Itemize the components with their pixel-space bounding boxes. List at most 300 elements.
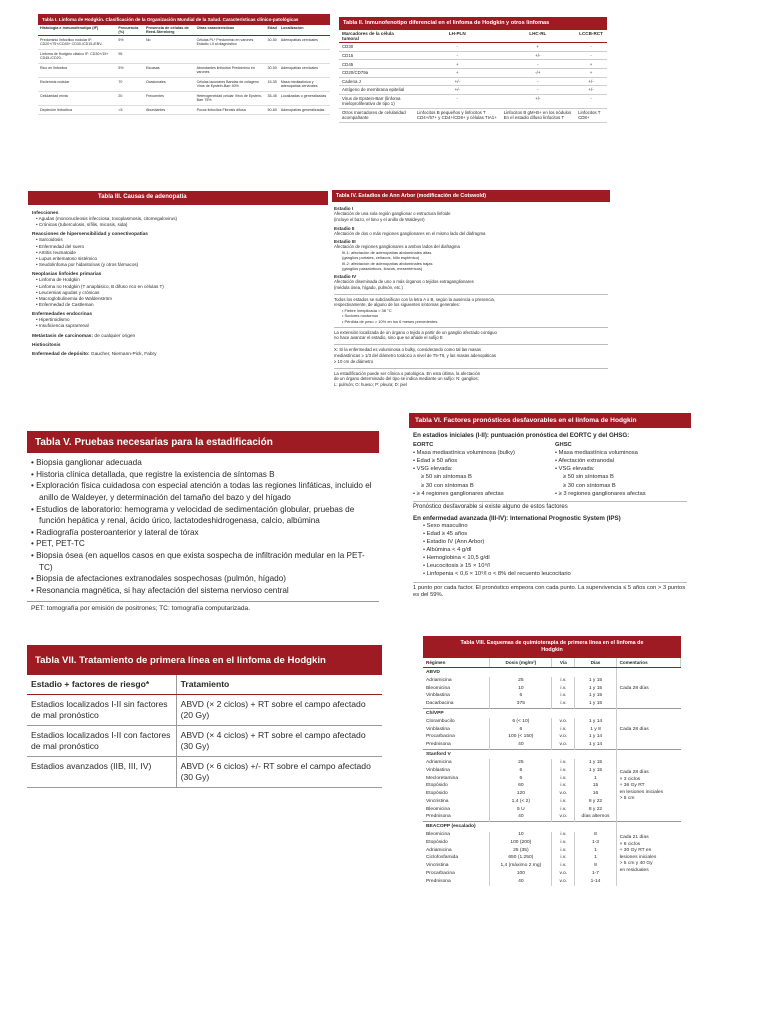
table-cell: 1: [575, 847, 616, 855]
list-item: • Estudios de laboratorio: hemograma y velocidad de sedimentación globular, pruebas de función hepática y renal, ácido úrico, lactatodeshidrogenasa, calcio, albúmina: [31, 504, 355, 526]
table-cell: Células PL* Predominio en varones Estadio I-II al diagnóstico: [195, 36, 266, 50]
stage-subtext: III-1: afectación de adenopatías abdominales altas: [342, 250, 432, 256]
comment-line: × 3 ciclos: [619, 776, 641, 782]
table-cell: Virus de Epstein-Barr (linfoma mieloproliferativo de tipo 1): [339, 94, 414, 108]
table-cell: 16: [575, 790, 616, 798]
table-cell: +/-: [501, 94, 576, 108]
eortc-label: EORTC: [413, 442, 434, 448]
list-item: • Enfermedad de Castleman: [36, 302, 94, 308]
table-cell: [266, 49, 279, 63]
list-item: • Resonancia magnética, si hay afectación del sistema nervioso central: [31, 586, 289, 596]
note-text: La estadificación puede ser clínica o patológica. En esta última, la afectación: [334, 370, 481, 376]
table-cell: Cadena J: [339, 77, 414, 86]
table-cell: +: [575, 60, 607, 69]
table-8-header: Régimen: [423, 658, 490, 668]
table-cell: Otros marcadores de celularidad acompañante: [339, 108, 414, 122]
table-cell: Esclerosis nodular: [38, 77, 116, 91]
table-row: [339, 77, 607, 86]
stage-text: (incluye el bazo, el timo y el anillo de Waldeyer): [334, 216, 425, 222]
table-cell: 20: [116, 91, 144, 105]
table-cell: +: [414, 60, 501, 69]
table-2-header: LCCB-RCT: [575, 30, 607, 43]
table-cell: 40: [490, 742, 552, 750]
table-cell: Linfocitos B pequeños y linfocitos T CD4+/57+ y CD4+/CD8+ y células TIA1+: [414, 108, 501, 122]
regimen-comment: [616, 709, 680, 750]
table-cell: 650 (1.250): [490, 855, 552, 863]
table-cell: Linfocitos T CD8+: [575, 108, 607, 122]
table-cell: Etopósido: [423, 839, 490, 847]
table-2-title: Tabla II. Inmunofenotipo diferencial en el linfoma de Hodgkin y otros linfomas: [339, 17, 607, 30]
table-cell: +: [575, 68, 607, 77]
table-8-panel: [423, 636, 681, 936]
table-cell: Depleción linfocítica: [38, 105, 116, 114]
table-cell: 8: [575, 863, 616, 871]
list-item: • VSG elevada:: [555, 466, 595, 473]
list-item: • Linfoma no Hodgkin (T anaplásico, B difuso rico en células T): [36, 283, 164, 289]
table-cell: 1 y 15: [575, 767, 616, 775]
ghsg-column: [555, 439, 687, 498]
table-cell: 5 U: [490, 806, 552, 814]
table-cell: i.v.: [552, 693, 575, 701]
section-title: Neoplasias linfoides primarias: [32, 272, 102, 278]
table-3-body: [28, 205, 328, 359]
table-cell: ABVD (× 2 ciclos) + RT sobre el campo afectado (20 Gy): [176, 695, 382, 726]
list-item: ≥ 30 con síntomas B: [563, 482, 616, 489]
list-item: • Afectación extranodal: [555, 458, 615, 465]
table-cell: Heterogeneidad celular Virus de Epstein-Barr 75%: [195, 91, 266, 105]
table-cell: Vincristina: [423, 863, 490, 871]
table-cell: 1-14: [575, 878, 616, 886]
comment-line: + 36 Gy RT: [619, 783, 645, 789]
table-row: [339, 51, 607, 60]
list-item: ≥ 50 sin síntomas B: [563, 474, 614, 481]
table-cell: i.v.: [552, 726, 575, 734]
note-subtext: • Pérdida de peso > 10% en los 6 meses precedentes: [342, 318, 438, 324]
table-row: [38, 77, 330, 91]
table-cell: Prednisona: [423, 814, 490, 822]
table-3-panel: [28, 191, 328, 403]
table-cell: Ciclofosfamida: [423, 855, 490, 863]
table-cell: +: [414, 68, 501, 77]
table-cell: 1 y 15: [575, 759, 616, 767]
table-row: [339, 68, 607, 77]
table-cell: CD30: [339, 43, 414, 52]
table-8-header: Días: [575, 658, 616, 668]
table-cell: Vinblastina: [423, 693, 490, 701]
table-cell: 6 (< 10): [490, 718, 552, 726]
stage-note: [334, 327, 608, 342]
section-title: Enfermedad de depósito:: [32, 351, 90, 357]
table-2-panel: [339, 17, 607, 187]
table-cell: -: [414, 94, 501, 108]
table-cell: Adriamicina: [423, 847, 490, 855]
table-8-header: Vía: [552, 658, 575, 668]
note-text: La extensión localizada de un órgano o tejido a partir de un ganglio afectado contiguo: [334, 329, 497, 335]
table-cell: 70: [116, 77, 144, 91]
table-cell: +/-: [414, 77, 501, 86]
table-1-header: Frecuencia (%): [116, 25, 144, 36]
table-cell: 5%: [116, 36, 144, 50]
regimen-name: ABVD: [423, 668, 616, 678]
list-item: • ≥ 3 regiones ganglionares afectas: [555, 490, 646, 497]
table-cell: 100 (< 150): [490, 734, 552, 742]
table-cell: -: [575, 94, 607, 108]
table-cell: Ocasionales: [144, 77, 195, 91]
table-cell: Localizadas o generalizadas: [279, 91, 330, 105]
section-title: Enfermedades endocrinas: [32, 312, 92, 318]
table-cell: Clorambucilo: [423, 718, 490, 726]
list-item: • VSG elevada:: [413, 466, 453, 473]
table-cell: v.o.: [552, 814, 575, 822]
table-cell: Bleomicina: [423, 806, 490, 814]
list-item: • Edad ≥ 45 años: [423, 530, 468, 537]
table-cell: -: [414, 51, 501, 60]
table-5-list: [27, 453, 379, 597]
table-4-panel: [332, 190, 610, 422]
table-8-title: Tabla VIII. Esquemas de quimioterapia de primera línea en el linfoma de Hodgkin: [423, 636, 681, 658]
table-cell: +/-: [575, 77, 607, 86]
list-item: • Biopsia de afectaciones extranodales sospechosas (pulmón, hígado): [31, 574, 287, 584]
table-cell: i.v.: [552, 767, 575, 775]
table-cell: 30-50: [266, 36, 279, 50]
section-heading: [32, 343, 324, 348]
table-4-body: [332, 202, 610, 389]
table-cell: 8: [575, 832, 616, 840]
table-1-panel: [38, 14, 330, 184]
table-cell: Adriamicina: [423, 759, 490, 767]
comment-line: × 8 ciclos: [619, 841, 641, 847]
table-cell: 1 y 15: [575, 693, 616, 701]
table-row: [339, 60, 607, 69]
note-subtext: • Sudores nocturnos: [342, 313, 379, 319]
table-cell: 25: [490, 677, 552, 685]
stage-heading: Estadio IV: [334, 273, 357, 279]
table-cell: Estadios avanzados (IIB, III, IV): [27, 757, 176, 788]
regimen-comment: [616, 668, 680, 709]
stage-note: [334, 344, 608, 364]
list-item: • Linfoma de Hodgkin: [36, 277, 80, 283]
note-text: Todos los estados se subclasifican con la letra A o B, según la ausencia o presencia,: [334, 296, 495, 302]
table-row: [38, 105, 330, 114]
section-title: Histiocitosis: [32, 342, 61, 348]
table-cell: 10: [490, 685, 552, 693]
table-cell: i.v.: [552, 839, 575, 847]
list-item: • Exploración física cuidadosa con especial atención a todas las regiones linfáticas, incluido el anillo de Waldeyer, y determinación del tamaño del bazo y del hígado: [31, 481, 372, 502]
regimen-name: ChlVPP: [423, 709, 616, 719]
table-3-title: Tabla III. Causas de adenopatía: [28, 191, 328, 205]
table-cell: i.v.: [552, 700, 575, 708]
table-cell: Estadios localizados I-II con factores de mal pronóstico: [27, 726, 176, 757]
table-cell: [144, 49, 195, 63]
list-item: • Linfopenia < 0,6 × 10⁹/l o < 8% del recuento leucocitario: [423, 571, 571, 578]
list-item: • Sarcoidosis: [36, 237, 63, 243]
table-cell: i.v.: [552, 783, 575, 791]
table-cell: -: [414, 43, 501, 52]
table-cell: CD15: [339, 51, 414, 60]
regimen-row: [423, 822, 681, 832]
table-cell: i.v.: [552, 832, 575, 840]
stage-heading: Estadio III: [334, 239, 356, 245]
table-cell: 15: [575, 783, 616, 791]
table-row: [339, 94, 607, 108]
comment-line: en lesiones iniciales: [619, 789, 664, 795]
table-cell: 25 (35): [490, 847, 552, 855]
list-item: • ≥ 4 regiones ganglionares afectas: [413, 490, 504, 497]
list-item: • Leucemias agudas y crónicas: [36, 289, 100, 295]
comment-line: en residuales: [619, 868, 649, 873]
list-item: • PET, PET-TC: [31, 539, 85, 549]
table-cell: 1: [575, 775, 616, 783]
table-cell: Escasas: [144, 63, 195, 77]
list-item: • Historia clínica detallada, que registre la existencia de síntomas B: [31, 469, 275, 479]
table-cell: 6: [490, 693, 552, 701]
table-cell: 8 y 22: [575, 806, 616, 814]
table-7-header: Tratamiento: [176, 675, 382, 695]
table-row: [38, 36, 330, 50]
list-item: • Biopsia ósea (en aquellos casos en que exista sospecha de infiltración medular en la PET-TC): [31, 551, 365, 572]
table-cell: ABVD (× 6 ciclos) +/- RT sobre el campo afectado (30 Gy): [176, 757, 382, 788]
stage-subtext: (ganglios portales, celíacos, hilio esplénico): [342, 255, 420, 261]
table-cell: CD20/CD79a: [339, 68, 414, 77]
table-1-header: Presencia de células de Reed-Sternberg: [144, 25, 195, 36]
list-item: • Agudas (mononucleosis infecciosa, toxoplasmosis, citomegalovirus): [36, 216, 178, 221]
table-cell: Frecuentes: [144, 91, 195, 105]
list-item: • Hipertiroidismo: [36, 317, 70, 323]
table-cell: Etopósido: [423, 783, 490, 791]
table-cell: 1 y 14: [575, 742, 616, 750]
table-cell: Linfoma de Hodgkin clásico IF: CD30+/15+ CD45-/CD20-: [38, 49, 116, 63]
table-cell: 5%: [116, 63, 144, 77]
table-5-title: Tabla V. Pruebas necesarias para la estadificación: [27, 431, 379, 453]
table-cell: -: [575, 51, 607, 60]
ips-list: [413, 522, 687, 579]
table-cell: Procarbacina: [423, 734, 490, 742]
table-cell: 35-45: [266, 91, 279, 105]
table-cell: +/-: [575, 86, 607, 95]
table-cell: 1 y 8: [575, 726, 616, 734]
table-row: [339, 86, 607, 95]
stage-subtext: III-2: afectación de adenopatías abdominales bajas: [342, 260, 433, 266]
table-cell: Bleomicina: [423, 685, 490, 693]
table-cell: 6: [490, 775, 552, 783]
list-item: • Leucocitosis ≥ 15 × 10⁹/l: [423, 563, 490, 570]
table-cell: +: [501, 43, 576, 52]
regimen-row: [423, 750, 681, 760]
list-item: • Artritis reumatoide: [36, 249, 76, 255]
table-cell: Masa mediastínica y adenopatías cervicales: [279, 77, 330, 91]
table-6-advanced-note: 1 punto por cada factor. El pronóstico empeora con cada punto. La supervivencia ≤ 5 años con > 3 puntos es del 59%.: [413, 582, 687, 601]
section-title: Metástasis de carcinomas:: [32, 333, 94, 339]
stage-text: Afectación de dos o más regiones ganglionares en el mismo lado del diafragma: [334, 230, 486, 236]
table-cell: ABVD (× 4 ciclos) + RT sobre el campo afectado (30 Gy): [176, 726, 382, 757]
table-cell: Vincristina: [423, 798, 490, 806]
table-cell: Mecloretamina: [423, 775, 490, 783]
stage-note: [334, 294, 608, 324]
table-1-header: Localización: [279, 25, 330, 36]
table-cell: 15-35: [266, 77, 279, 91]
table-6-panel: [409, 413, 691, 637]
table-cell: [279, 49, 330, 63]
section-title: Infecciones: [32, 211, 59, 216]
stage-text: Afectación diseminada de uno o más órganos o tejidos extraganglionares: [334, 278, 474, 284]
stage-text: (médula ósea, hígado, pulmón, etc.): [334, 284, 403, 290]
section-heading: [32, 352, 324, 357]
note-text: no hace avanzar el estadio, sino que se añade el sufijo E: [334, 335, 443, 341]
table-8-header: Dosis (mg/m²): [490, 658, 552, 668]
table-cell: 120: [490, 790, 552, 798]
table-1-header: Otras características: [195, 25, 266, 36]
list-item: • Biopsia ganglionar adecuada: [31, 458, 142, 467]
table-cell: i.v.: [552, 806, 575, 814]
list-item: • Estadio IV (Ann Arbor): [423, 538, 485, 545]
regimen-row: [423, 668, 681, 678]
note-text: ≥ 10 cm de diámetro: [334, 358, 374, 364]
list-item: • Masa mediastínica voluminosa: [555, 450, 638, 457]
table-cell: Bleomicina: [423, 832, 490, 840]
comment-line: Cada 28 días: [619, 685, 649, 691]
comment-line: > 5 cm y 40 Gy: [619, 861, 653, 867]
table-cell: -: [501, 60, 576, 69]
table-cell: i.v.: [552, 677, 575, 685]
table-cell: i.v.: [552, 798, 575, 806]
table-cell: 1,4 (< 2): [490, 798, 552, 806]
table-cell: 1,4 (máximo 2 mg): [490, 863, 552, 871]
table-cell: -/+: [501, 68, 576, 77]
table-7-title: Tabla VII. Tratamiento de primera línea en el linfoma de Hodgkin: [27, 645, 382, 675]
table-cell: 375: [490, 700, 552, 708]
list-item: ≥ 30 con síntomas B: [421, 482, 474, 489]
table-6-advanced-heading: En enfermedad avanzada (III-IV): International Prognostic System (IPS): [413, 514, 621, 522]
table-cell: i.v.: [552, 855, 575, 863]
section-tail: de cualquier origen: [93, 333, 136, 339]
regimen-comment: [616, 750, 680, 822]
table-cell: v.o.: [552, 870, 575, 878]
table-cell: 6: [490, 726, 552, 734]
table-1: [38, 25, 330, 115]
stage-note: [334, 368, 608, 388]
table-cell: 1: [575, 855, 616, 863]
table-cell: Celularidad mixta: [38, 91, 116, 105]
table-cell: Células lacunares Bandas de colágeno Virus de Epstein-Barr 40%: [195, 77, 266, 91]
table-cell: 10: [490, 832, 552, 840]
regimen-comment: [616, 822, 680, 886]
table-cell: i.v.: [552, 775, 575, 783]
table-cell: i.v.: [552, 863, 575, 871]
table-cell: -: [575, 43, 607, 52]
table-row: [27, 726, 382, 757]
table-cell: 1-7: [575, 870, 616, 878]
table-cell: Adenopatías cervicales: [279, 63, 330, 77]
table-7: [27, 675, 382, 788]
list-item: • Insuficiencia suprarrenal: [36, 323, 89, 329]
table-cell: Vinblastina: [423, 726, 490, 734]
table-cell: Adenopatías generalizadas: [279, 105, 330, 114]
table-cell: Linfocitos B gM+B+ en los nódulos En el estadio difuso linfocitos T: [501, 108, 576, 122]
note-text: respectivamente, de alguno de los siguientes síntomas generales:: [334, 302, 460, 308]
table-5-panel: [27, 431, 379, 619]
table-cell: Abundantes: [144, 105, 195, 114]
table-cell: 40: [490, 878, 552, 886]
table-cell: 1 y 15: [575, 677, 616, 685]
table-row: [27, 757, 382, 788]
stage-text: Afectación de regiones ganglionares a ambos lados del diafragma: [334, 244, 460, 250]
stage-subtext: (ganglios paraaórticos, ilíacos, mesentéricos): [342, 265, 423, 271]
table-cell: 60: [490, 783, 552, 791]
comment-line: Cada 28 días: [619, 726, 649, 732]
ghsg-label: GHSC: [555, 442, 572, 448]
table-cell: 1 y 15: [575, 685, 616, 693]
table-cell: i.v.: [552, 847, 575, 855]
section-tail: Gaucher, Niemann-Pick, Fabry: [89, 351, 157, 357]
table-cell: -: [501, 77, 576, 86]
table-cell: Procarbacina: [423, 870, 490, 878]
list-item: • Sexo masculino: [423, 522, 468, 529]
table-cell: <5: [116, 105, 144, 114]
table-row: [38, 49, 330, 63]
eortc-column: [413, 439, 545, 498]
table-8-header: Comentarios: [616, 658, 680, 668]
stage-text: Afectación de una sola región ganglionar o estructura linfoide: [334, 211, 451, 216]
table-cell: Estadios localizados I-II sin factores de mal pronóstico: [27, 695, 176, 726]
table-1-header: Histología e inmunofenotipo (IF): [38, 25, 116, 36]
table-cell: Vinblastina: [423, 767, 490, 775]
table-row: [38, 63, 330, 77]
table-1-header: Edad: [266, 25, 279, 36]
list-item: • Macroglobulinemia de Waldenström: [36, 295, 112, 301]
table-5-footnote: PET: tomografía por emisión de positrones; TC: tomografía computarizada.: [27, 601, 379, 612]
table-cell: v.o.: [552, 718, 575, 726]
table-4-title: Tabla IV. Estadios de Ann Arbor (modificación de Cotswold): [332, 190, 610, 202]
table-cell: 100 (200): [490, 839, 552, 847]
regimen-name: BEACOPP (escalado): [423, 822, 616, 832]
comment-line: Cada 21 días: [619, 835, 649, 841]
table-cell: v.o.: [552, 878, 575, 886]
stage-heading: Estadio I: [334, 206, 354, 211]
table-cell: 50-60: [266, 105, 279, 114]
table-cell: CD45: [339, 60, 414, 69]
table-cell: 95: [116, 49, 144, 63]
table-cell: Prednisona: [423, 878, 490, 886]
table-6-early-note: Pronóstico desfavorable si existe alguno de estos factores: [413, 501, 687, 510]
table-cell: Prednisona: [423, 742, 490, 750]
table-cell: 8 y 22: [575, 798, 616, 806]
list-item: • Crónicas (tuberculosis, sífilis, micosis, sida): [36, 222, 128, 228]
table-cell: 1 y 14: [575, 734, 616, 742]
table-cell: 30-50: [266, 63, 279, 77]
section-title: Reacciones de hipersensibilidad y conectivopatías: [32, 232, 148, 238]
table-2: [339, 30, 607, 123]
table-cell: Pocos linfocitos Fibrosis difusa: [195, 105, 266, 114]
table-1-title: Tabla I. Linfoma de Hodgkin. Clasificación de la Organización Mundial de la Salud. Características clínico-patológicas: [38, 14, 330, 25]
table-cell: Rico en linfocitos: [38, 63, 116, 77]
table-cell: i.v.: [552, 685, 575, 693]
table-cell: Adenopatías cervicales: [279, 36, 330, 50]
note-subtext: • Fiebre inexplicada > 38 °C: [342, 308, 392, 314]
list-item: • Albúmina < 4 g/dl: [423, 547, 472, 554]
table-row: [339, 43, 607, 52]
comment-line: Cada 28 días: [619, 770, 649, 776]
list-item: • Edad ≥ 50 años: [413, 458, 458, 465]
table-cell: 6: [490, 767, 552, 775]
comment-line: lesiones iniciales: [619, 854, 657, 860]
table-cell: Etopósido: [423, 790, 490, 798]
list-item: • Seudolinfoma por hidantoínas (y otros fármacos): [36, 262, 139, 268]
list-item: • Radiografía posteroanterior y lateral de tórax: [31, 527, 199, 537]
table-cell: i.v.: [552, 759, 575, 767]
table-2-header: Marcadores de la célula tumoral: [339, 30, 414, 43]
note-text: mediastínicas ≥ 1/3 del diámetro torácico a nivel de T5-T6, y las masas adenopáticas: [334, 353, 497, 359]
list-item: • Enfermedad del suero: [36, 243, 85, 249]
